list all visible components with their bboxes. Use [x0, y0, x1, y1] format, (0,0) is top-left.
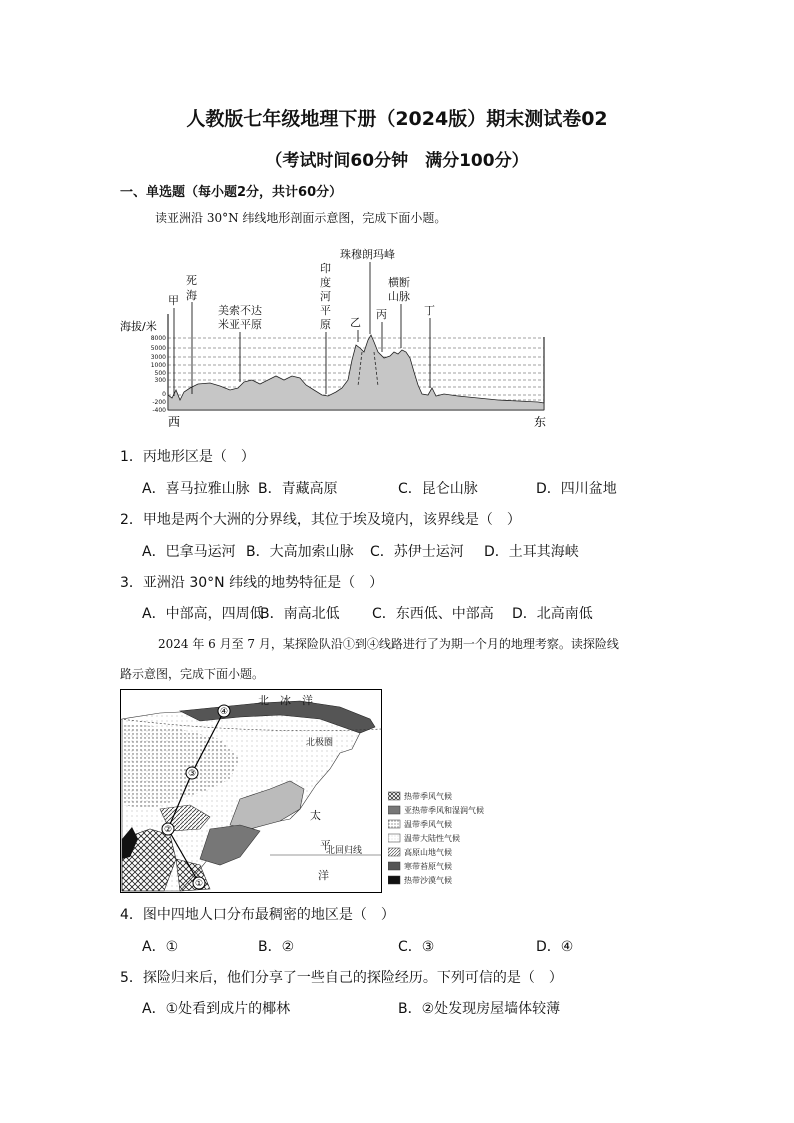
label-sihai-2: 海 — [186, 289, 197, 302]
svg-text:③: ③ — [187, 769, 197, 779]
label-yindu-5: 原 — [320, 318, 331, 331]
q5-option-b[interactable]: B．②处发现房屋墙体较薄 — [398, 1001, 561, 1017]
label-meisuo-2: 米亚平原 — [218, 318, 262, 331]
q2-option-a[interactable]: A．巴拿马运河 — [142, 544, 236, 560]
ytick-7: -200 — [152, 399, 166, 406]
q2-option-b[interactable]: B．大高加索山脉 — [246, 544, 354, 560]
q4-option-a[interactable]: A．① — [142, 939, 179, 955]
svg-text:④: ④ — [219, 707, 229, 717]
label-meisuo-1: 美索不达 — [218, 304, 262, 317]
question-1-stem: 1．丙地形区是（ ） — [120, 449, 255, 465]
question-2-stem: 2．甲地是两个大洲的分界线，其位于埃及境内，该界线是（ ） — [120, 512, 521, 528]
legend-item-3: 温带季风气候 — [404, 820, 452, 829]
ytick-0: 8000 — [150, 335, 166, 342]
q5-option-a[interactable]: A．①处看到成片的椰林 — [142, 1001, 291, 1017]
q1-option-d[interactable]: D．四川盆地 — [536, 481, 617, 497]
ytick-2: 3000 — [150, 354, 166, 361]
legend-item-7: 热带沙漠气候 — [404, 876, 452, 885]
q2-option-c[interactable]: C．苏伊士运河 — [370, 544, 464, 560]
y-axis-label: 海拔/米 — [120, 320, 157, 333]
q4-option-b[interactable]: B．② — [258, 939, 295, 955]
q3-option-d[interactable]: D．北高南低 — [512, 606, 593, 622]
route-map-figure — [120, 689, 382, 893]
q4-option-c[interactable]: C．③ — [398, 939, 435, 955]
legend-item-2: 亚热带季风和湿润气候 — [404, 806, 484, 815]
terrain-silhouette — [168, 335, 544, 410]
intro-text-2a: 2024 年 6 月至 7 月，某探险队沿①到④线路进行了为期一个月的地理考察。读探险线 — [158, 637, 619, 651]
q4-option-d[interactable]: D．④ — [536, 939, 574, 955]
ytick-5: 300 — [154, 377, 166, 384]
map-legend — [388, 790, 516, 892]
svg-text:①: ① — [194, 879, 204, 889]
label-pacific-2: 平 — [320, 839, 331, 852]
question-3-stem: 3．亚洲沿 30°N 纬线的地势特征是（ ） — [120, 575, 384, 591]
label-yindu-2: 度 — [320, 276, 331, 289]
ytick-6: 0 — [162, 391, 166, 398]
label-sihai-1: 死 — [186, 274, 197, 287]
label-yindu-1: 印 — [320, 262, 331, 275]
label-pacific-3: 洋 — [318, 869, 329, 882]
q3-option-c[interactable]: C．东西低、中部高 — [372, 606, 494, 622]
label-hengduan-1: 横断 — [388, 276, 410, 289]
q1-option-b[interactable]: B．青藏高原 — [258, 481, 338, 497]
intro-text-1: 读亚洲沿 30°N 纬线地形剖面示意图，完成下面小题。 — [155, 211, 447, 225]
q2-option-d[interactable]: D．土耳其海峡 — [484, 544, 579, 560]
legend-item-4: 温带大陆性气候 — [404, 834, 460, 843]
question-4-stem: 4．图中四地人口分布最稠密的地区是（ ） — [120, 907, 395, 923]
label-pacific-1: 太 — [310, 809, 321, 822]
exam-info: （考试时间60分钟 满分100分） — [265, 151, 529, 171]
label-ding: 丁 — [424, 304, 435, 317]
label-tropic: 北回归线 — [326, 846, 363, 856]
label-yindu-4: 平 — [320, 304, 331, 317]
section-heading: 一、单选题（每小题2分，共计60分） — [120, 185, 343, 200]
terrain-profile-figure — [118, 240, 558, 432]
legend-item-6: 寒带苔原气候 — [404, 862, 452, 871]
y-tick-labels — [151, 335, 166, 414]
q3-option-b[interactable]: B．南高北低 — [260, 606, 340, 622]
svg-text:②: ② — [163, 825, 173, 835]
legend-item-1: 热带季风气候 — [404, 792, 452, 801]
ytick-1: 5000 — [150, 345, 166, 352]
q1-option-a[interactable]: A．喜马拉雅山脉 — [142, 481, 250, 497]
label-hengduan-2: 山脉 — [388, 290, 410, 303]
west-label: 西 — [168, 415, 181, 429]
q3-option-a[interactable]: A．中部高，四周低 — [142, 606, 264, 622]
page-title: 人教版七年级地理下册（2024版）期末测试卷02 — [186, 108, 608, 130]
legend-item-5: 高原山地气候 — [404, 848, 452, 857]
east-label: 东 — [534, 415, 547, 429]
label-jia: 甲 — [168, 294, 179, 307]
label-arctic-ocean: 北 冰 洋 — [258, 694, 313, 707]
label-yindu-3: 河 — [320, 290, 331, 303]
label-arctic-circle: 北极圈 — [306, 738, 334, 748]
label-yi: 乙 — [350, 316, 361, 329]
q1-option-c[interactable]: C．昆仑山脉 — [398, 481, 478, 497]
ytick-8: -400 — [152, 407, 166, 414]
intro-text-2b: 路示意图，完成下面小题。 — [120, 667, 265, 681]
ytick-4: 500 — [154, 370, 166, 377]
question-5-stem: 5．探险归来后，他们分享了一些自己的探险经历。下列可信的是（ ） — [120, 970, 563, 986]
label-zhumulangma: 珠穆朗玛峰 — [340, 248, 395, 261]
ytick-3: 1000 — [150, 362, 166, 369]
label-bing: 丙 — [376, 308, 387, 321]
